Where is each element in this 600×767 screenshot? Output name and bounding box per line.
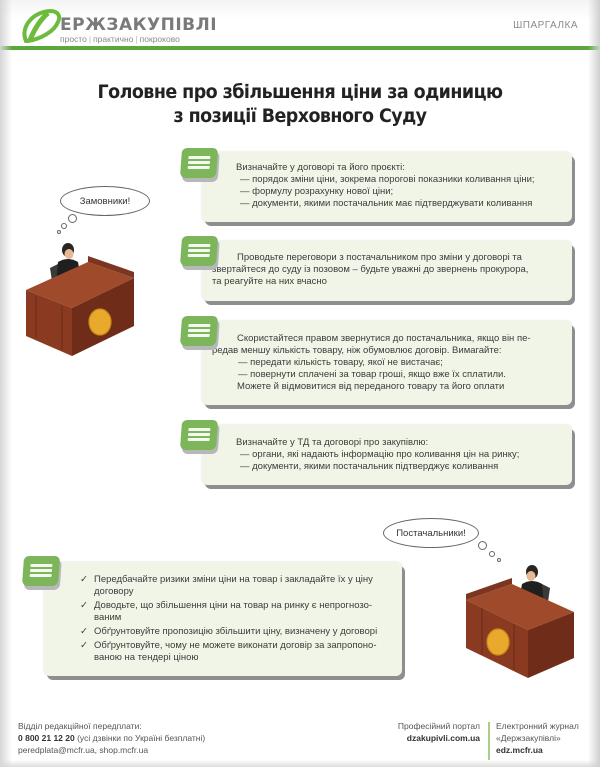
page-bottom-shadow	[0, 760, 600, 767]
card-list-item: — передати кількість товару, якої не вистачає;	[238, 357, 443, 368]
footer-label: Відділ редакційної передплати:	[18, 721, 142, 731]
footer-phone-note: (усі дзвінки по Україні безплатні)	[74, 733, 206, 743]
checkmark-icon: ✓	[80, 574, 88, 585]
logo-tagline: просто | практично | покроково	[60, 34, 180, 44]
card-text: Визначайте у ТД та договорі про закупівлю:	[236, 437, 429, 448]
logo-d-icon	[18, 8, 62, 44]
note-icon	[22, 556, 60, 586]
card-text: Проводьте переговори з постачальником про зміни у договорі та	[237, 252, 522, 263]
page-title	[79, 80, 521, 128]
info-card-1	[202, 152, 572, 222]
checklist-text: Обґрунтовуйте пропозицію збільшити ціну, визначену у договорі	[94, 626, 378, 637]
card-text: редав меншу кількість товару, ніж обумовлює договір. Вимагайте:	[212, 345, 502, 356]
card-list-item: — органи, які надають інформацію про коливання цін на ринку;	[240, 449, 520, 460]
footer-journal-link[interactable]: edz.mcfr.ua	[496, 745, 543, 755]
footer-phone-line	[18, 732, 205, 744]
footer-label: Електронний журнал	[496, 721, 579, 731]
checklist-item	[80, 600, 402, 624]
header-divider	[0, 46, 600, 50]
thought-dot	[61, 223, 67, 229]
checklist-item	[80, 640, 402, 664]
footer-portal	[370, 720, 480, 744]
note-icon	[180, 420, 218, 450]
info-card-3	[202, 321, 572, 405]
checklist-text: договору	[94, 586, 134, 597]
footer-subscription	[18, 720, 205, 756]
title-line-1: Головне про збільшення ціни за одиницю	[97, 81, 503, 103]
checklist-text: Обґрунтовуйте, чому не можете виконати договір за запропоно-	[94, 640, 377, 651]
footer-journal	[496, 720, 579, 756]
supplier-checklist-card	[44, 562, 402, 676]
checklist-text: ваною на тендері ціною	[94, 652, 199, 663]
page-edge-shadow-left	[0, 0, 12, 767]
checkmark-icon: ✓	[80, 640, 88, 651]
header-label: ШПАРГАЛКА	[513, 20, 578, 31]
footer-divider	[488, 722, 490, 760]
thought-dot	[489, 551, 495, 557]
note-icon	[180, 236, 218, 266]
footer-contacts[interactable]: peredplata@mcfr.ua, shop.mcfr.ua	[18, 745, 149, 755]
card-text: Можете й відмовитися від переданого товару та його оплати	[237, 381, 505, 392]
info-card-4	[202, 425, 572, 485]
checkmark-icon: ✓	[80, 626, 88, 637]
logo-name: ЕРЖЗАКУПІВЛІ	[60, 15, 218, 35]
card-list-item: — формулу розрахунку нової ціни;	[240, 186, 394, 197]
checklist-item	[80, 574, 402, 598]
card-text: Скористайтеся правом звернутися до постачальника, якщо він пе-	[237, 333, 531, 344]
thought-dot	[478, 541, 487, 550]
tagline-word: практично	[93, 34, 134, 44]
page-edge-shadow-right	[588, 0, 600, 767]
judge-left-illustration	[22, 238, 142, 358]
info-card-2	[202, 241, 572, 301]
checklist-text: Передбачайте ризики зміни ціни на товар і закладайте їх у ціну	[94, 574, 373, 585]
logo[interactable]	[18, 8, 218, 44]
card-text: та реагуйте на них вчасно	[212, 276, 327, 287]
tagline-word: просто	[60, 34, 87, 44]
checklist-text: Доводьте, що збільшення ціни на товар на ринку є непрогнозо-	[94, 600, 373, 611]
tagline-word: покроково	[139, 34, 180, 44]
checkmark-icon: ✓	[80, 600, 88, 611]
footer-phone[interactable]: 0 800 21 12 20	[18, 733, 75, 743]
checklist-text: ваним	[94, 612, 122, 623]
card-list-item: — порядок зміни ціни, зокрема порогові показники коливання ціни;	[240, 174, 535, 185]
header	[0, 0, 600, 50]
card-list-item: — повернути сплачені за товар гроші, якщо вже їх сплатили.	[238, 369, 506, 380]
card-text: звертайтеся до суду із позовом – будьте уважні до звернень прокурора,	[212, 264, 529, 275]
thought-dot	[68, 214, 77, 223]
bubble-text: Постачальники!	[396, 527, 466, 539]
card-text: Визначайте у договорі та його проєкті:	[236, 162, 405, 173]
footer-label: Професійний портал	[397, 721, 480, 731]
note-icon	[180, 316, 218, 346]
note-icon	[180, 148, 218, 178]
card-list-item: — документи, якими постачальник має підтверджувати коливання	[240, 198, 533, 209]
bubble-text: Замовники!	[79, 195, 131, 207]
thought-dot	[57, 230, 61, 234]
footer-journal-name: «Держзакупівлі»	[496, 733, 561, 743]
thought-bubble-customers	[60, 186, 150, 216]
thought-bubble-suppliers	[383, 518, 479, 548]
footer	[0, 712, 600, 767]
title-line-2: з позиції Верховного Суду	[173, 105, 427, 127]
footer-portal-link[interactable]: dzakupivli.com.ua	[406, 733, 480, 743]
judge-right-illustration	[458, 562, 578, 682]
card-list-item: — документи, якими постачальник підтверджує коливання	[240, 461, 499, 472]
checklist-item	[80, 626, 402, 638]
